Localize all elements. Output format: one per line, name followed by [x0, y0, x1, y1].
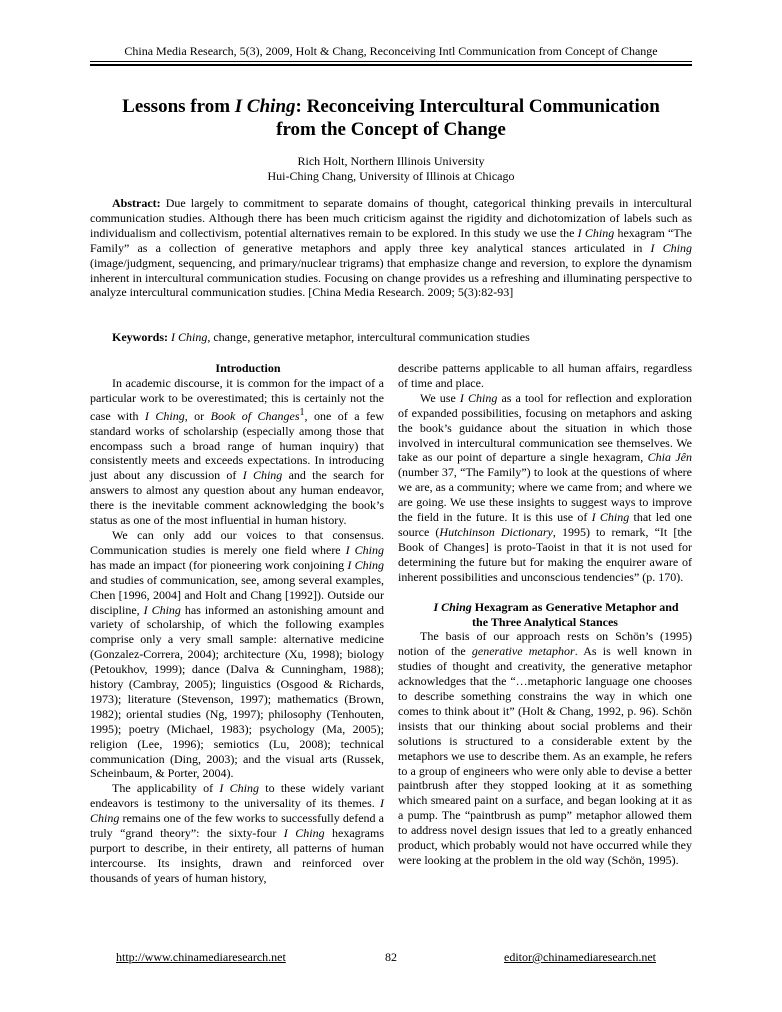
running-head: China Media Research, 5(3), 2009, Holt & Chang, Reconceiving Intl Communication from Concept of Change: [124, 44, 658, 58]
text: The applicability of: [112, 781, 220, 796]
italic-text: generative metaphor: [471, 644, 575, 659]
title-suffix: : Reconceiving Intercultural Communication: [295, 96, 660, 117]
italic-text: Hutchinson Dictionary: [439, 524, 553, 539]
text: and the search for answers to almost any question about any human endeavor, there is the inevitable comment acknowledging the book’s status as one of the most influential in human history.: [90, 468, 385, 528]
page-number: 82: [385, 950, 397, 964]
heading-text: the Three Analytical Stances: [472, 614, 618, 629]
paragraph: [398, 391, 692, 585]
title-line2: from the Concept of Change: [276, 119, 506, 140]
italic-text: I Ching: [242, 468, 283, 483]
keywords: [90, 330, 692, 345]
text: . As is well known in studies of thought and creativity, the generative metaphor acknowledges that the “…metaphoric language one chooses to describe something constrains the way in which one comes to think about it” (Holt & Chang, 1992, p. 96). Schön insists that our thinking about social problems and their solutions is structured to a considerable extent by the metaphors we use to describe them. As an example, he refers to a group of engineers who were only able to devise a better paintbrush after they stopped looking at it as something which smeared paint on a surface, and began looking at it as a pump. The “paintbrush as pump” metaphor allowed them to address novel design issues that led to a greatly enhanced product, which probably would not have occurred while they were looking at the problem in the old way (Schön, 1995).: [398, 644, 692, 867]
keywords-text: , change, generative metaphor, intercultural communication studies: [207, 330, 530, 344]
paragraph: describe patterns applicable to all human affairs, regardless of time and place.: [398, 361, 692, 390]
footnote-marker: 1: [299, 406, 305, 418]
abstract-label: Abstract:: [112, 196, 161, 210]
abstract-text: hexagram “The Family” as a collection of generative metaphors and apply three key analytical stances articulated in: [90, 225, 693, 255]
text: , one of a few standard works of scholarship (especially among those that encompass such a broad range of human inquiry) that consistently meets and exceeds expectations. In introducing just about any discussion of: [90, 408, 384, 483]
section-heading-generative-metaphor: [398, 600, 692, 630]
abstract-italic: I Ching: [577, 225, 615, 240]
author-block: [90, 154, 692, 184]
abstract: [90, 196, 692, 300]
italic-text: Chia Jên: [647, 450, 692, 465]
italic-text: Book of Changes: [210, 408, 300, 423]
abstract-italic: I Ching: [650, 240, 692, 255]
text: We use: [420, 390, 460, 405]
right-column: [398, 361, 692, 868]
text: In academic discourse, it is common for the impact of a particular work to be overestimated; this is certainly not the case with: [90, 375, 384, 423]
editor-email-link[interactable]: editor@chinamediaresearch.net: [504, 950, 656, 964]
italic-text: I Ching: [283, 826, 325, 841]
italic-text: I Ching: [345, 542, 384, 557]
paragraph: [90, 528, 384, 781]
header-rule-thick: [90, 64, 692, 66]
section-heading-introduction: Introduction: [215, 361, 281, 375]
text: We can only add our voices to that consensus. Communication studies is merely one field where: [90, 527, 384, 557]
italic-text: I Ching: [90, 796, 384, 826]
text: (number 37, “The Family”) to look at the questions of where we are, as a community; where we came from; and where we are going. We use these insights to suggest ways to improve the field in the future. It is this use of: [398, 465, 692, 525]
heading-italic: I Ching: [433, 599, 472, 614]
header-rule: [90, 61, 692, 62]
paragraph: [90, 781, 384, 885]
text: , or: [184, 408, 211, 423]
italic-text: I Ching: [144, 408, 185, 423]
text: has made an impact (for pioneering work conjoining: [90, 557, 348, 572]
italic-text: I Ching: [459, 390, 498, 405]
abstract-text: (image/judgment, sequencing, and primary/nuclear trigrams) that emphasize change and reversion, to explore the dynamism inherent in intercultural communication studies. Focusing on change provides us a refreshing and illuminating perspective to analyze intercultural communication studies. [China Media Research. 2009; 5(3):82-93]: [90, 255, 692, 300]
italic-text: I Ching: [143, 602, 181, 617]
heading-text: Hexagram as Generative Metaphor and: [471, 599, 679, 614]
text: and studies of communication, see, among several examples, Chen [1996, 2004] and Holt and Chang [1992]). Outside our discipline,: [90, 572, 384, 617]
italic-text: I Ching: [347, 557, 384, 572]
text: as a tool for reflection and exploration of expanded possibilities, focusing on metaphors and asking the book’s guidance about the situation in which those involved in intercultural communication see themselves. We take as our point of departure a single hexagram,: [398, 390, 692, 465]
title-italic: I Ching: [234, 96, 296, 117]
text: that led one source (: [398, 510, 692, 539]
text: hexagrams purport to describe, in their entirety, all patterns of human intercourse. Its insights, drawn and reinforced over thousands of years of human history,: [90, 826, 384, 885]
paragraph: [90, 376, 384, 528]
text: The basis of our approach rests on Schön’s (1995) notion of the: [398, 629, 692, 659]
left-column: [90, 361, 384, 886]
author-1: Rich Holt, Northern Illinois University: [297, 154, 485, 168]
paragraph: [398, 629, 692, 868]
abstract-text: Due largely to commitment to separate domains of thought, categorical thinking prevails in intercultural communication studies. Although there has been much criticism against the rigidity and dichotomization of labels such as individualism and collectivism, potential alternatives remain to be explored. In this study we use the: [90, 196, 692, 240]
journal-url-link[interactable]: http://www.chinamediaresearch.net: [116, 950, 286, 964]
author-2: Hui-Ching Chang, University of Illinois at Chicago: [267, 169, 515, 183]
text: to these widely variant endeavors is testimony to the universality of its themes.: [90, 781, 384, 811]
keyword-italic: I Ching: [171, 330, 208, 344]
text: remains one of the few works to successfully defend a truly “grand theory”: the sixty-four: [90, 811, 384, 841]
italic-text: I Ching: [591, 510, 630, 525]
italic-text: I Ching: [219, 781, 259, 796]
title-prefix: Lessons from: [122, 96, 235, 117]
text: , 1995) to remark, “It [the Book of Changes] is proto-Taoist in that it is not used for determining the future but for making the enquirer aware of inherent possibilities and unconscious tendencies” (p. 170).: [398, 524, 692, 584]
keywords-label: Keywords:: [112, 330, 168, 344]
text: has informed an astonishing amount and variety of scholarship, of which the following examples comprise only a very small sample: alternative medicine (Gonzalez-Correra, 2004); architecture (Xu, 1998); biology (Petoukhov, 1999); dance (Dalva & Cunningham, 1988); history (Cambray, 2005); linguistics (Osgood & Richards, 1973); literature (Stevenson, 1997); mathematics (Brown, 1982); oriental studies (Ng, 1997); philosophy (Tenhouten, 1995); poetry (Michael, 1983); psychology (Ma, 2005); religion (Lee, 1996); semiotics (Lu, 2008); technical communication (Ding, 2003); and the visual arts (Russek, Scheinbaum, & Porter, 2004).: [90, 602, 384, 781]
paper-title: [90, 95, 692, 141]
